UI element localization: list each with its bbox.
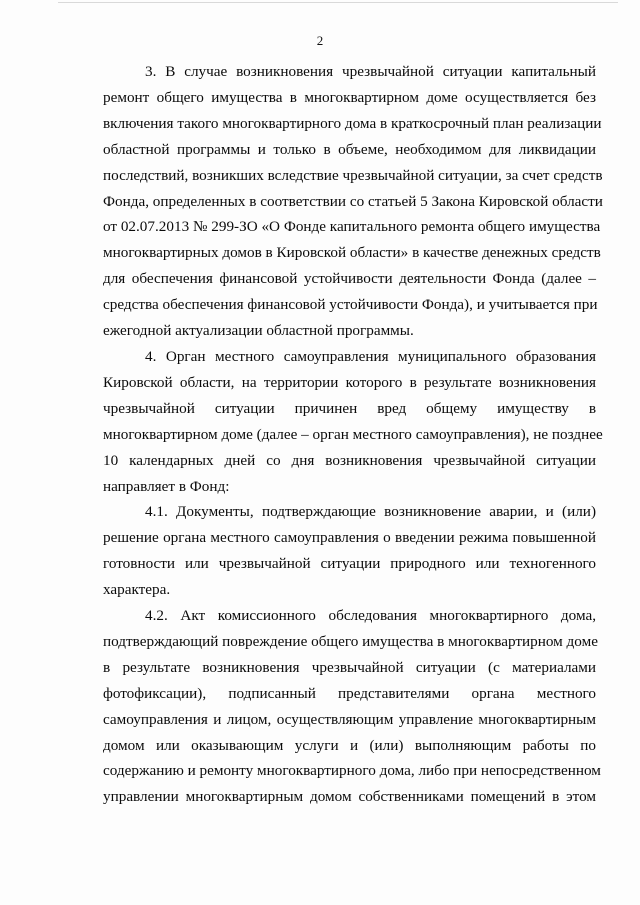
paragraph-line: решение органа местного самоуправления о введении режима повышенной (103, 529, 596, 547)
paragraph-line: Кировской области, на территории которого в результате возникновения (103, 373, 596, 391)
paragraph-line: чрезвычайной ситуации причинен вред общему имуществу в (103, 399, 596, 417)
paragraph-4-2 (103, 603, 601, 810)
paragraph-4-1 (103, 499, 596, 603)
paragraph-line: самоуправления и лицом, осуществляющим управление многоквартирным (103, 710, 596, 728)
paragraph-line: включения такого многоквартирного дома в краткосрочный план реализации (103, 114, 602, 132)
paragraph-line: ремонт общего имущества в многоквартирном доме осуществляется без (103, 88, 596, 106)
paragraph-3 (103, 59, 603, 344)
paragraph-line: управлении многоквартирным домом собственниками помещений в этом (103, 788, 596, 806)
paragraph-line: для обеспечения финансовой устойчивости деятельности Фонда (далее – (103, 270, 596, 288)
paragraph-line: многоквартирном доме (далее – орган местного самоуправления), не позднее (103, 425, 603, 443)
paragraph-line: в результате возникновения чрезвычайной ситуации (с материалами (103, 658, 596, 676)
paragraph-line: последствий, возникших вследствие чрезвычайной ситуации, за счет средств (103, 166, 603, 184)
paragraph-line: содержанию и ремонту многоквартирного дома, либо при непосредственном (103, 762, 601, 780)
paragraph-4 (103, 344, 603, 499)
paragraph-line: фотофиксации), подписанный представителями органа местного (103, 684, 596, 702)
paragraph-line: подтверждающий повреждение общего имущества в многоквартирном доме (103, 632, 598, 650)
paragraph-line: готовности или чрезвычайной ситуации природного или техногенного (103, 555, 596, 573)
paragraph-line: ежегодной актуализации областной программы. (103, 322, 414, 340)
paragraph-line: направляет в Фонд: (103, 477, 230, 495)
paragraph-line: многоквартирных домов в Кировской области» в качестве денежных средств (103, 244, 601, 262)
paragraph-line: 4. Орган местного самоуправления муниципального образования (145, 347, 596, 365)
scan-top-edge (58, 2, 618, 3)
paragraph-line: 4.2. Акт комиссионного обследования многоквартирного дома, (145, 607, 596, 625)
paragraph-line: от 02.07.2013 № 299-ЗО «О Фонде капитального ремонта общего имущества (103, 218, 601, 236)
page-number: 2 (316, 33, 324, 48)
document-body (103, 59, 603, 810)
paragraph-line: характера. (103, 581, 171, 599)
paragraph-line: областной программы и только в объеме, необходимом для ликвидации (103, 140, 596, 158)
paragraph-line: домом или оказывающим услуги и (или) выполняющим работы по (103, 736, 596, 754)
paragraph-line: Фонда, определенных в соответствии со статьей 5 Закона Кировской области (103, 192, 603, 210)
paragraph-line: 10 календарных дней со дня возникновения чрезвычайной ситуации (103, 451, 596, 469)
paragraph-line: 4.1. Документы, подтверждающие возникновение аварии, и (или) (145, 503, 596, 521)
paragraph-line: средства обеспечения финансовой устойчивости Фонда), и учитывается при (103, 296, 598, 314)
paragraph-line: 3. В случае возникновения чрезвычайной ситуации капитальный (145, 63, 596, 80)
